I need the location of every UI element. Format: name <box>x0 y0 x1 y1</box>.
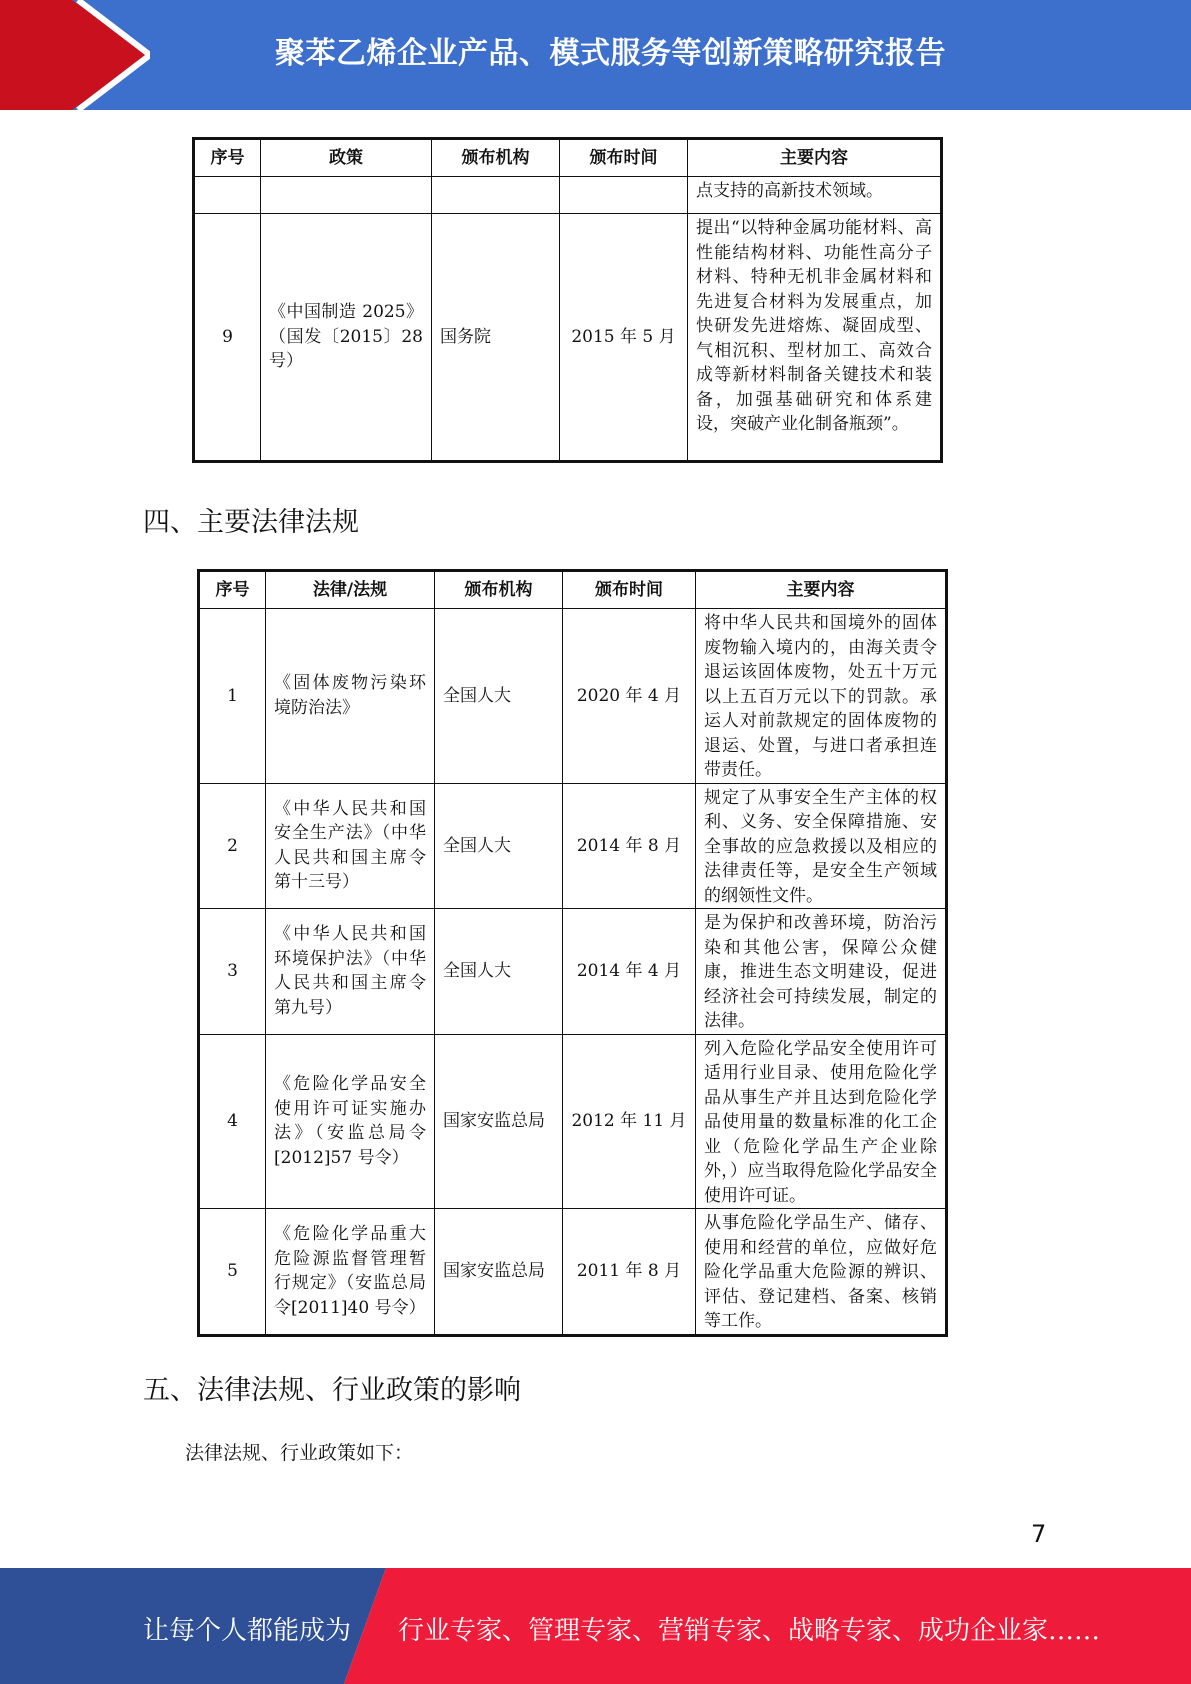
issuing-body: 国家安监总局 <box>435 1209 563 1336</box>
issue-date: 2020 年 4 月 <box>563 609 696 784</box>
row-number: 5 <box>199 1209 266 1336</box>
header-cell: 法律/法规 <box>266 571 435 609</box>
report-title: 聚苯乙烯企业产品、模式服务等创新策略研究报告 <box>275 36 946 71</box>
footer-slogan-right: 行业专家、管理专家、营销专家、战略专家、成功企业家…… <box>398 1616 1101 1646</box>
section-heading-impact: 五、法律法规、行业政策的影响 <box>143 1375 521 1406</box>
issue-date: 2012 年 11 月 <box>563 1034 696 1209</box>
policy-name <box>261 177 432 214</box>
page-number: 7 <box>1031 1520 1047 1548</box>
table-header-row <box>199 571 947 609</box>
issuing-body: 全国人大 <box>435 909 563 1035</box>
law-name: 《中华人民共和国环境保护法》（中华人民共和国主席令第九号） <box>266 909 435 1035</box>
issuing-body <box>432 177 560 214</box>
row-number: 3 <box>199 909 266 1035</box>
table-row <box>199 609 947 784</box>
header-cell: 颁布机构 <box>435 571 563 609</box>
issue-date <box>560 177 688 214</box>
issuing-body: 国务院 <box>432 214 560 462</box>
body-paragraph: 法律法规、行业政策如下： <box>185 1442 414 1464</box>
table-row <box>199 1034 947 1209</box>
header-cell: 序号 <box>199 571 266 609</box>
issue-date: 2014 年 4 月 <box>563 909 696 1035</box>
header-cell: 序号 <box>194 139 261 177</box>
main-content: 点支持的高新技术领域。 <box>688 177 942 214</box>
issuing-body: 全国人大 <box>435 783 563 909</box>
page-footer <box>0 1568 1191 1684</box>
table-row <box>199 783 947 909</box>
row-number: 2 <box>199 783 266 909</box>
row-number: 4 <box>199 1034 266 1209</box>
header-cell: 主要内容 <box>688 139 942 177</box>
law-name: 《固体废物污染环境防治法》 <box>266 609 435 784</box>
issue-date: 2015 年 5 月 <box>560 214 688 462</box>
table-row <box>199 1209 947 1336</box>
header-cell: 颁布机构 <box>432 139 560 177</box>
policy-table <box>192 137 943 463</box>
table-row <box>199 909 947 1035</box>
issue-date: 2014 年 8 月 <box>563 783 696 909</box>
main-content: 将中华人民共和国境外的固体废物输入境内的，由海关责令退运该固体废物，处五十万元以上五百万元以下的罚款。承运人对前款规定的固体废物的退运、处置，与进口者承担连带责任。 <box>696 609 947 784</box>
law-name: 《危险化学品安全使用许可证实施办法》（安监总局令 [2012]57 号令） <box>266 1034 435 1209</box>
page-header <box>0 0 1191 110</box>
main-content: 提出“以特种金属功能材料、高性能结构材料、功能性高分子材料、特种无机非金属材料和先进复合材料为发展重点，加快研发先进熔炼、凝固成型、气相沉积、型材加工、高效合成等新材料制备关键技术和装备，加强基础研究和体系建设，突破产业化制备瓶颈”。 <box>688 214 942 462</box>
row-number: 1 <box>199 609 266 784</box>
section-heading-laws: 四、主要法律法规 <box>143 507 359 538</box>
law-name: 《危险化学品重大危险源监督管理暂行规定》（安监总局令[2011]40 号令） <box>266 1209 435 1336</box>
issuing-body: 国家安监总局 <box>435 1034 563 1209</box>
issuing-body: 全国人大 <box>435 609 563 784</box>
table-row <box>194 177 942 214</box>
header-cell: 颁布时间 <box>563 571 696 609</box>
table-row <box>194 214 942 462</box>
main-content: 是为保护和改善环境，防治污染和其他公害，保障公众健康，推进生态文明建设，促进经济社会可持续发展，制定的法律。 <box>696 909 947 1035</box>
row-number: 9 <box>194 214 261 462</box>
header-cell: 政策 <box>261 139 432 177</box>
issue-date: 2011 年 8 月 <box>563 1209 696 1336</box>
main-content: 从事危险化学品生产、储存、使用和经营的单位，应做好危险化学品重大危险源的辨识、评估、登记建档、备案、核销等工作。 <box>696 1209 947 1336</box>
law-name: 《中华人民共和国安全生产法》（中华人民共和国主席令第十三号） <box>266 783 435 909</box>
footer-slogan-left: 让每个人都能成为 <box>143 1616 352 1646</box>
policy-name: 《中国制造 2025》（国发〔2015〕28 号） <box>261 214 432 462</box>
row-number <box>194 177 261 214</box>
main-content: 列入危险化学品安全使用许可适用行业目录、使用危险化学品从事生产并且达到危险化学品使用量的数量标准的化工企业（危险化学品生产企业除外，）应当取得危险化学品安全使用许可证。 <box>696 1034 947 1209</box>
header-cell: 主要内容 <box>696 571 947 609</box>
header-cell: 颁布时间 <box>560 139 688 177</box>
table-header-row <box>194 139 942 177</box>
laws-table <box>197 569 948 1337</box>
main-content: 规定了从事安全生产主体的权利、义务、安全保障措施、安全事故的应急救援以及相应的法律责任等，是安全生产领域的纲领性文件。 <box>696 783 947 909</box>
